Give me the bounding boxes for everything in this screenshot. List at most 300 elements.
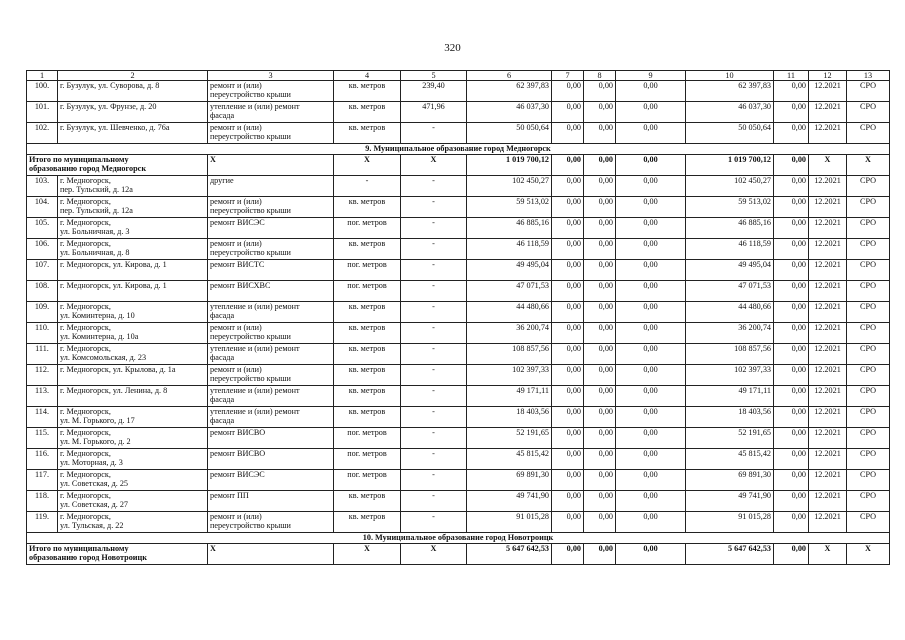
quantity-cell: - bbox=[401, 407, 467, 428]
table-row bbox=[27, 102, 890, 123]
regional-funds-total: 0,00 bbox=[584, 155, 616, 176]
method-cell: СРО bbox=[847, 365, 890, 386]
method-cell: СРО bbox=[847, 407, 890, 428]
regional-funds-cell: 0,00 bbox=[584, 512, 616, 533]
total-cost-cell: 49 741,90 bbox=[467, 491, 552, 512]
completion-date-cell: 12.2021 bbox=[809, 428, 847, 449]
owner-funds-cell: 46 118,59 bbox=[686, 239, 774, 260]
method-cell: СРО bbox=[847, 218, 890, 239]
unit-cell: кв. метров bbox=[334, 344, 401, 365]
federal-funds-cell: 0,00 bbox=[552, 176, 584, 197]
row-number-cell: 106. bbox=[27, 239, 58, 260]
regional-funds-cell: 0,00 bbox=[584, 302, 616, 323]
completion-date-cell: 12.2021 bbox=[809, 239, 847, 260]
row-number-cell: 112. bbox=[27, 365, 58, 386]
section-title: 9. Муниципальное образование город Медногорск bbox=[27, 144, 890, 155]
unit-cell: кв. метров bbox=[334, 365, 401, 386]
federal-funds-cell: 0,00 bbox=[552, 102, 584, 123]
total-cost-total: 5 647 642,53 bbox=[467, 544, 552, 565]
method-cell: СРО bbox=[847, 449, 890, 470]
quantity-cell: - bbox=[401, 239, 467, 260]
owner-funds-cell: 47 071,53 bbox=[686, 281, 774, 302]
method-cell: СРО bbox=[847, 260, 890, 281]
regional-funds-cell: 0,00 bbox=[584, 239, 616, 260]
row-number-cell: 117. bbox=[27, 470, 58, 491]
row-number-cell: 119. bbox=[27, 512, 58, 533]
unit-cell: кв. метров bbox=[334, 323, 401, 344]
work-type-cell: ремонт и (или) переустройство крыши bbox=[208, 81, 334, 102]
column-number-cell: 2 bbox=[58, 71, 208, 81]
federal-funds-cell: 0,00 bbox=[552, 218, 584, 239]
table-row bbox=[27, 386, 890, 407]
column-number-cell: 6 bbox=[467, 71, 552, 81]
completion-date-cell: 12.2021 bbox=[809, 102, 847, 123]
method-cell: СРО bbox=[847, 470, 890, 491]
completion-date-cell: 12.2021 bbox=[809, 386, 847, 407]
total-cost-cell: 59 513,02 bbox=[467, 197, 552, 218]
quantity-cell: - bbox=[401, 386, 467, 407]
local-funds-cell: 0,00 bbox=[616, 491, 686, 512]
local-funds-cell: 0,00 bbox=[616, 512, 686, 533]
section-title: 10. Муниципальное образование город Новотроицк bbox=[27, 533, 890, 544]
owner-funds-cell: 69 891,30 bbox=[686, 470, 774, 491]
method-cell: СРО bbox=[847, 176, 890, 197]
section-header-row bbox=[27, 533, 890, 544]
federal-funds-total: 0,00 bbox=[552, 155, 584, 176]
unit-cell: кв. метров bbox=[334, 81, 401, 102]
quantity-cell: - bbox=[401, 344, 467, 365]
work-type-cell: ремонт ВИСТС bbox=[208, 260, 334, 281]
table-row bbox=[27, 428, 890, 449]
method-cell: СРО bbox=[847, 281, 890, 302]
row-number-cell: 111. bbox=[27, 344, 58, 365]
federal-funds-cell: 0,00 bbox=[552, 239, 584, 260]
regional-funds-cell: 0,00 bbox=[584, 386, 616, 407]
regional-funds-cell: 0,00 bbox=[584, 176, 616, 197]
regional-funds-cell: 0,00 bbox=[584, 281, 616, 302]
column-number-cell: 3 bbox=[208, 71, 334, 81]
local-funds-cell: 0,00 bbox=[616, 449, 686, 470]
table-row bbox=[27, 81, 890, 102]
work-type-cell: ремонт и (или) переустройство крыши bbox=[208, 197, 334, 218]
other-funds-cell: 0,00 bbox=[774, 302, 809, 323]
other-funds-cell: 0,00 bbox=[774, 428, 809, 449]
other-funds-cell: 0,00 bbox=[774, 197, 809, 218]
owner-funds-cell: 102 450,27 bbox=[686, 176, 774, 197]
table-row bbox=[27, 260, 890, 281]
total-cost-cell: 45 815,42 bbox=[467, 449, 552, 470]
table-row bbox=[27, 491, 890, 512]
regional-funds-cell: 0,00 bbox=[584, 470, 616, 491]
unit-cell: кв. метров bbox=[334, 197, 401, 218]
completion-date-cell: 12.2021 bbox=[809, 470, 847, 491]
local-funds-cell: 0,00 bbox=[616, 260, 686, 281]
method-cell: СРО bbox=[847, 491, 890, 512]
method-cell: СРО bbox=[847, 102, 890, 123]
work-type-cell: утепление и (или) ремонт фасада bbox=[208, 386, 334, 407]
column-number-cell: 8 bbox=[584, 71, 616, 81]
regional-funds-cell: 0,00 bbox=[584, 123, 616, 144]
local-funds-cell: 0,00 bbox=[616, 428, 686, 449]
completion-date-cell: 12.2021 bbox=[809, 302, 847, 323]
total-cost-cell: 52 191,65 bbox=[467, 428, 552, 449]
address-cell: г. Медногорск, ул. Коминтерна, д. 10а bbox=[58, 323, 208, 344]
regional-funds-cell: 0,00 bbox=[584, 81, 616, 102]
owner-funds-cell: 49 741,90 bbox=[686, 491, 774, 512]
unit-cell: пог. метров bbox=[334, 470, 401, 491]
table-body bbox=[27, 71, 890, 565]
address-cell: г. Медногорск, пер. Тульский, д. 12а bbox=[58, 197, 208, 218]
regional-funds-cell: 0,00 bbox=[584, 428, 616, 449]
total-cost-cell: 108 857,56 bbox=[467, 344, 552, 365]
completion-date-cell: 12.2021 bbox=[809, 344, 847, 365]
total-cost-cell: 69 891,30 bbox=[467, 470, 552, 491]
other-funds-cell: 0,00 bbox=[774, 81, 809, 102]
address-cell: г. Медногорск, ул. Кирова, д. 1 bbox=[58, 260, 208, 281]
address-cell: г. Медногорск, ул. Моторная, д. 3 bbox=[58, 449, 208, 470]
regional-funds-cell: 0,00 bbox=[584, 365, 616, 386]
row-number-cell: 113. bbox=[27, 386, 58, 407]
subtotal-row bbox=[27, 155, 890, 176]
regional-funds-cell: 0,00 bbox=[584, 449, 616, 470]
address-cell: г. Медногорск, ул. Крылова, д. 1а bbox=[58, 365, 208, 386]
owner-funds-cell: 62 397,83 bbox=[686, 81, 774, 102]
table-row bbox=[27, 407, 890, 428]
local-funds-cell: 0,00 bbox=[616, 323, 686, 344]
work-type-cell: ремонт ВИСВО bbox=[208, 428, 334, 449]
row-number-cell: 116. bbox=[27, 449, 58, 470]
table-row bbox=[27, 197, 890, 218]
method-cell: СРО bbox=[847, 344, 890, 365]
completion-date-cell: 12.2021 bbox=[809, 512, 847, 533]
row-number-cell: 101. bbox=[27, 102, 58, 123]
federal-funds-cell: 0,00 bbox=[552, 260, 584, 281]
local-funds-cell: 0,00 bbox=[616, 470, 686, 491]
column-number-cell: 9 bbox=[616, 71, 686, 81]
federal-funds-cell: 0,00 bbox=[552, 491, 584, 512]
work-type-cell: ремонт и (или) переустройство крыши bbox=[208, 123, 334, 144]
quantity-cell: - bbox=[401, 470, 467, 491]
other-funds-cell: 0,00 bbox=[774, 470, 809, 491]
local-funds-cell: 0,00 bbox=[616, 344, 686, 365]
local-funds-cell: 0,00 bbox=[616, 365, 686, 386]
other-funds-cell: 0,00 bbox=[774, 323, 809, 344]
local-funds-total: 0,00 bbox=[616, 544, 686, 565]
completion-date-total: Х bbox=[809, 155, 847, 176]
work-type-cell: ремонт ПП bbox=[208, 491, 334, 512]
address-cell: г. Медногорск, ул. Коминтерна, д. 10 bbox=[58, 302, 208, 323]
unit-cell: кв. метров bbox=[334, 302, 401, 323]
owner-funds-cell: 59 513,02 bbox=[686, 197, 774, 218]
method-cell: СРО bbox=[847, 197, 890, 218]
federal-funds-cell: 0,00 bbox=[552, 344, 584, 365]
address-cell: г. Медногорск, ул. Тульская, д. 22 bbox=[58, 512, 208, 533]
unit-cell: пог. метров bbox=[334, 281, 401, 302]
subtotal-row bbox=[27, 544, 890, 565]
owner-funds-cell: 49 171,11 bbox=[686, 386, 774, 407]
total-cost-cell: 49 495,04 bbox=[467, 260, 552, 281]
owner-funds-cell: 36 200,74 bbox=[686, 323, 774, 344]
quantity-cell: - bbox=[401, 428, 467, 449]
page-number: 320 bbox=[444, 42, 461, 54]
address-cell: г. Медногорск, ул. М. Горького, д. 2 bbox=[58, 428, 208, 449]
method-cell: СРО bbox=[847, 323, 890, 344]
work-type-cell: утепление и (или) ремонт фасада bbox=[208, 407, 334, 428]
regional-funds-cell: 0,00 bbox=[584, 260, 616, 281]
column-number-cell: 1 bbox=[27, 71, 58, 81]
completion-date-cell: 12.2021 bbox=[809, 407, 847, 428]
address-cell: г. Бузулук, ул. Суворова, д. 8 bbox=[58, 81, 208, 102]
federal-funds-cell: 0,00 bbox=[552, 281, 584, 302]
federal-funds-cell: 0,00 bbox=[552, 407, 584, 428]
owner-funds-cell: 45 815,42 bbox=[686, 449, 774, 470]
work-type-total: Х bbox=[208, 155, 334, 176]
work-type-cell: ремонт и (или) переустройство крыши bbox=[208, 365, 334, 386]
completion-date-cell: 12.2021 bbox=[809, 281, 847, 302]
owner-funds-total: 1 019 700,12 bbox=[686, 155, 774, 176]
total-cost-cell: 44 480,66 bbox=[467, 302, 552, 323]
method-cell: СРО bbox=[847, 81, 890, 102]
work-type-cell: ремонт ВИСЭС bbox=[208, 470, 334, 491]
column-number-cell: 5 bbox=[401, 71, 467, 81]
owner-funds-cell: 102 397,33 bbox=[686, 365, 774, 386]
completion-date-cell: 12.2021 bbox=[809, 218, 847, 239]
address-cell: г. Медногорск, ул. Ленина, д. 8 bbox=[58, 386, 208, 407]
unit-cell: кв. метров bbox=[334, 239, 401, 260]
total-cost-cell: 49 171,11 bbox=[467, 386, 552, 407]
repair-register-table bbox=[26, 70, 890, 565]
regional-funds-cell: 0,00 bbox=[584, 491, 616, 512]
quantity-cell: - bbox=[401, 176, 467, 197]
work-type-cell: ремонт ВИСХВС bbox=[208, 281, 334, 302]
federal-funds-cell: 0,00 bbox=[552, 197, 584, 218]
total-cost-cell: 50 050,64 bbox=[467, 123, 552, 144]
row-number-cell: 109. bbox=[27, 302, 58, 323]
federal-funds-cell: 0,00 bbox=[552, 449, 584, 470]
work-type-cell: ремонт и (или) переустройство крыши bbox=[208, 512, 334, 533]
local-funds-cell: 0,00 bbox=[616, 218, 686, 239]
table-row bbox=[27, 218, 890, 239]
address-cell: г. Бузулук, ул. Шевченко, д. 76а bbox=[58, 123, 208, 144]
other-funds-cell: 0,00 bbox=[774, 491, 809, 512]
federal-funds-cell: 0,00 bbox=[552, 470, 584, 491]
federal-funds-cell: 0,00 bbox=[552, 81, 584, 102]
unit-total: Х bbox=[334, 544, 401, 565]
owner-funds-cell: 46 037,30 bbox=[686, 102, 774, 123]
total-cost-cell: 36 200,74 bbox=[467, 323, 552, 344]
unit-cell: кв. метров bbox=[334, 491, 401, 512]
other-funds-cell: 0,00 bbox=[774, 218, 809, 239]
row-number-cell: 115. bbox=[27, 428, 58, 449]
total-cost-cell: 102 397,33 bbox=[467, 365, 552, 386]
local-funds-cell: 0,00 bbox=[616, 239, 686, 260]
unit-cell: пог. метров bbox=[334, 218, 401, 239]
work-type-cell: утепление и (или) ремонт фасада bbox=[208, 344, 334, 365]
local-funds-cell: 0,00 bbox=[616, 123, 686, 144]
quantity-cell: - bbox=[401, 260, 467, 281]
total-cost-cell: 46 885,16 bbox=[467, 218, 552, 239]
unit-cell: пог. метров bbox=[334, 428, 401, 449]
owner-funds-cell: 108 857,56 bbox=[686, 344, 774, 365]
regional-funds-total: 0,00 bbox=[584, 544, 616, 565]
work-type-cell: другие bbox=[208, 176, 334, 197]
unit-cell: - bbox=[334, 176, 401, 197]
quantity-cell: 471,96 bbox=[401, 102, 467, 123]
federal-funds-cell: 0,00 bbox=[552, 302, 584, 323]
regional-funds-cell: 0,00 bbox=[584, 197, 616, 218]
column-number-row bbox=[27, 71, 890, 81]
address-cell: г. Медногорск, ул. Советская, д. 25 bbox=[58, 470, 208, 491]
completion-date-cell: 12.2021 bbox=[809, 81, 847, 102]
local-funds-cell: 0,00 bbox=[616, 102, 686, 123]
other-funds-cell: 0,00 bbox=[774, 123, 809, 144]
method-cell: СРО bbox=[847, 239, 890, 260]
column-number-cell: 10 bbox=[686, 71, 774, 81]
completion-date-cell: 12.2021 bbox=[809, 491, 847, 512]
column-number-cell: 4 bbox=[334, 71, 401, 81]
federal-funds-cell: 0,00 bbox=[552, 386, 584, 407]
address-cell: г. Медногорск, ул. Больничная, д. 8 bbox=[58, 239, 208, 260]
work-type-cell: ремонт и (или) переустройство крыши bbox=[208, 239, 334, 260]
table-row bbox=[27, 365, 890, 386]
work-type-total: Х bbox=[208, 544, 334, 565]
other-funds-cell: 0,00 bbox=[774, 281, 809, 302]
completion-date-total: Х bbox=[809, 544, 847, 565]
quantity-total: Х bbox=[401, 155, 467, 176]
quantity-cell: - bbox=[401, 218, 467, 239]
local-funds-cell: 0,00 bbox=[616, 176, 686, 197]
other-funds-cell: 0,00 bbox=[774, 512, 809, 533]
unit-cell: кв. метров bbox=[334, 102, 401, 123]
federal-funds-cell: 0,00 bbox=[552, 323, 584, 344]
address-cell: г. Медногорск, ул. Комсомольская, д. 23 bbox=[58, 344, 208, 365]
row-number-cell: 100. bbox=[27, 81, 58, 102]
address-cell: г. Медногорск, ул. Больничная, д. 3 bbox=[58, 218, 208, 239]
subtotal-label: Итого по муниципальному образованию город Новотроицк bbox=[27, 544, 208, 565]
regional-funds-cell: 0,00 bbox=[584, 344, 616, 365]
address-cell: г. Медногорск, пер. Тульский, д. 12а bbox=[58, 176, 208, 197]
unit-cell: кв. метров bbox=[334, 386, 401, 407]
other-funds-cell: 0,00 bbox=[774, 260, 809, 281]
local-funds-cell: 0,00 bbox=[616, 81, 686, 102]
total-cost-cell: 91 015,28 bbox=[467, 512, 552, 533]
method-cell: СРО bbox=[847, 386, 890, 407]
table-row bbox=[27, 176, 890, 197]
regional-funds-cell: 0,00 bbox=[584, 407, 616, 428]
work-type-cell: утепление и (или) ремонт фасада bbox=[208, 302, 334, 323]
work-type-cell: ремонт ВИСЭС bbox=[208, 218, 334, 239]
federal-funds-total: 0,00 bbox=[552, 544, 584, 565]
column-number-cell: 13 bbox=[847, 71, 890, 81]
quantity-cell: - bbox=[401, 323, 467, 344]
row-number-cell: 107. bbox=[27, 260, 58, 281]
federal-funds-cell: 0,00 bbox=[552, 123, 584, 144]
row-number-cell: 108. bbox=[27, 281, 58, 302]
completion-date-cell: 12.2021 bbox=[809, 197, 847, 218]
local-funds-cell: 0,00 bbox=[616, 407, 686, 428]
method-cell: СРО bbox=[847, 512, 890, 533]
row-number-cell: 102. bbox=[27, 123, 58, 144]
completion-date-cell: 12.2021 bbox=[809, 123, 847, 144]
other-funds-cell: 0,00 bbox=[774, 449, 809, 470]
federal-funds-cell: 0,00 bbox=[552, 365, 584, 386]
local-funds-cell: 0,00 bbox=[616, 281, 686, 302]
quantity-cell: - bbox=[401, 365, 467, 386]
other-funds-cell: 0,00 bbox=[774, 344, 809, 365]
column-number-cell: 7 bbox=[552, 71, 584, 81]
table-row bbox=[27, 323, 890, 344]
owner-funds-cell: 18 403,56 bbox=[686, 407, 774, 428]
column-number-cell: 11 bbox=[774, 71, 809, 81]
quantity-cell: - bbox=[401, 281, 467, 302]
owner-funds-cell: 44 480,66 bbox=[686, 302, 774, 323]
table-row bbox=[27, 123, 890, 144]
owner-funds-cell: 49 495,04 bbox=[686, 260, 774, 281]
method-cell: СРО bbox=[847, 428, 890, 449]
quantity-cell: - bbox=[401, 512, 467, 533]
work-type-cell: ремонт ВИСВО bbox=[208, 449, 334, 470]
other-funds-cell: 0,00 bbox=[774, 176, 809, 197]
quantity-cell: - bbox=[401, 491, 467, 512]
method-cell: СРО bbox=[847, 302, 890, 323]
completion-date-cell: 12.2021 bbox=[809, 449, 847, 470]
regional-funds-cell: 0,00 bbox=[584, 102, 616, 123]
quantity-cell: - bbox=[401, 302, 467, 323]
local-funds-total: 0,00 bbox=[616, 155, 686, 176]
table-row bbox=[27, 281, 890, 302]
quantity-total: Х bbox=[401, 544, 467, 565]
address-cell: г. Медногорск, ул. М. Горького, д. 17 bbox=[58, 407, 208, 428]
total-cost-cell: 46 037,30 bbox=[467, 102, 552, 123]
row-number-cell: 105. bbox=[27, 218, 58, 239]
other-funds-cell: 0,00 bbox=[774, 239, 809, 260]
work-type-cell: ремонт и (или) переустройство крыши bbox=[208, 323, 334, 344]
other-funds-cell: 0,00 bbox=[774, 102, 809, 123]
method-total: Х bbox=[847, 544, 890, 565]
completion-date-cell: 12.2021 bbox=[809, 176, 847, 197]
table-row bbox=[27, 302, 890, 323]
completion-date-cell: 12.2021 bbox=[809, 323, 847, 344]
row-number-cell: 114. bbox=[27, 407, 58, 428]
subtotal-label: Итого по муниципальному образованию город Медногорск bbox=[27, 155, 208, 176]
quantity-cell: - bbox=[401, 449, 467, 470]
total-cost-cell: 46 118,59 bbox=[467, 239, 552, 260]
local-funds-cell: 0,00 bbox=[616, 386, 686, 407]
other-funds-cell: 0,00 bbox=[774, 407, 809, 428]
total-cost-cell: 102 450,27 bbox=[467, 176, 552, 197]
other-funds-total: 0,00 bbox=[774, 544, 809, 565]
column-number-cell: 12 bbox=[809, 71, 847, 81]
other-funds-cell: 0,00 bbox=[774, 386, 809, 407]
total-cost-cell: 18 403,56 bbox=[467, 407, 552, 428]
federal-funds-cell: 0,00 bbox=[552, 428, 584, 449]
table-row bbox=[27, 344, 890, 365]
owner-funds-cell: 91 015,28 bbox=[686, 512, 774, 533]
address-cell: г. Бузулук, ул. Фрунзе, д. 20 bbox=[58, 102, 208, 123]
quantity-cell: 239,40 bbox=[401, 81, 467, 102]
owner-funds-cell: 52 191,65 bbox=[686, 428, 774, 449]
completion-date-cell: 12.2021 bbox=[809, 260, 847, 281]
address-cell: г. Медногорск, ул. Кирова, д. 1 bbox=[58, 281, 208, 302]
method-total: Х bbox=[847, 155, 890, 176]
completion-date-cell: 12.2021 bbox=[809, 365, 847, 386]
table-row bbox=[27, 512, 890, 533]
other-funds-cell: 0,00 bbox=[774, 365, 809, 386]
unit-cell: кв. метров bbox=[334, 407, 401, 428]
total-cost-cell: 47 071,53 bbox=[467, 281, 552, 302]
local-funds-cell: 0,00 bbox=[616, 197, 686, 218]
owner-funds-total: 5 647 642,53 bbox=[686, 544, 774, 565]
